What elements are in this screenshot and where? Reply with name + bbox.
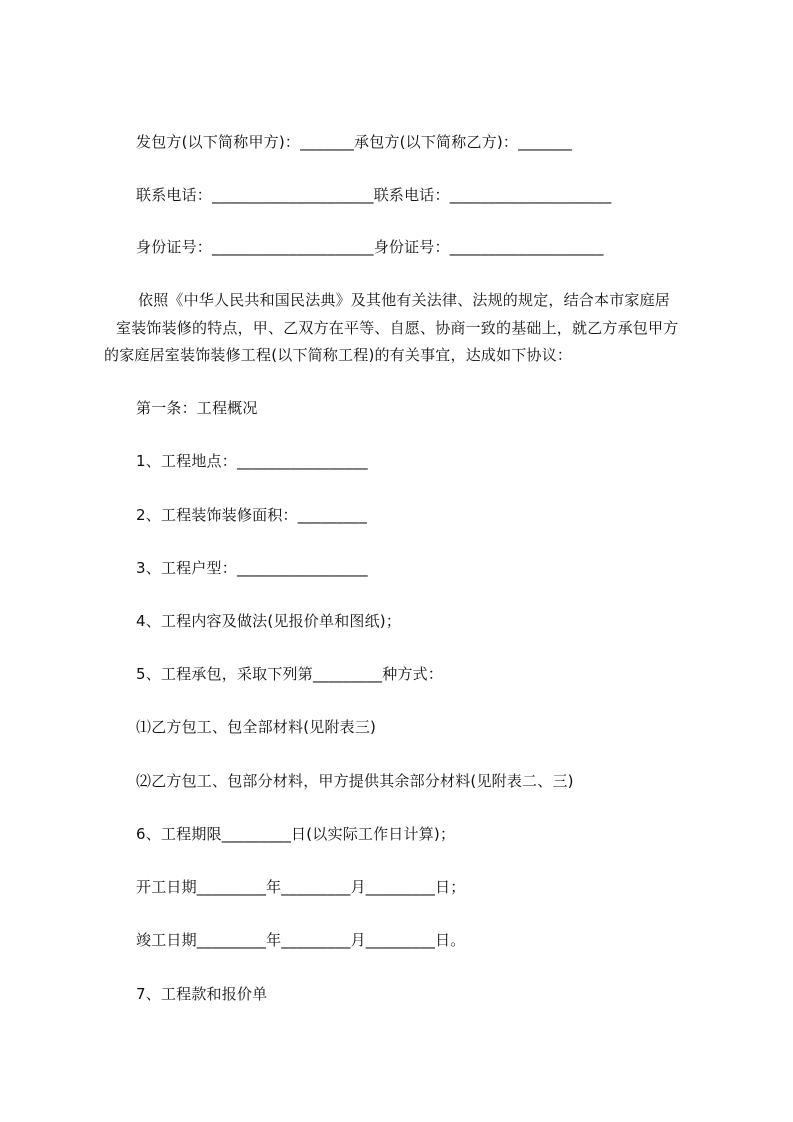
- phones-line: 联系电话：_____________________联系电话：_____________________: [136, 186, 612, 204]
- list-item: ⑵乙方包工、包部分材料，甲方提供其余部分材料(见附表二、三): [136, 772, 574, 790]
- list-item: 3、工程户型：_________________: [136, 559, 368, 577]
- list-item: 7、工程款和报价单: [136, 985, 268, 1003]
- list-item: 5、工程承包，采取下列第_________种方式：: [136, 665, 444, 683]
- preamble-line-2: 室装饰装修的特点，甲、乙双方在平等、自愿、协商一致的基础上，就乙方承包甲方: [116, 319, 679, 337]
- list-item: 4、工程内容及做法(见报价单和图纸)；: [136, 612, 402, 630]
- list-item: 2、工程装饰装修面积：_________: [136, 506, 368, 524]
- id-numbers-line: 身份证号：_____________________身份证号：____________________: [136, 238, 604, 256]
- start-date-line: 开工日期_________年_________月_________日；: [136, 878, 466, 896]
- preamble-line-1: 依照《中华人民共和国民法典》及其他有关法律、法规的规定，结合本市家庭居: [138, 291, 671, 309]
- parties-line: 发包方(以下简称甲方)：_______承包方(以下简称乙方)：_______: [136, 133, 573, 151]
- list-item: ⑴乙方包工、包全部材料(见附表三): [136, 718, 377, 736]
- list-item: 6、工程期限_________日(以实际工作日计算)；: [136, 825, 456, 843]
- list-item: 1、工程地点：_________________: [136, 452, 368, 470]
- completion-date-line: 竣工日期_________年_________月_________日。: [136, 931, 466, 949]
- article-1-heading: 第一条：工程概况: [136, 399, 258, 417]
- preamble-line-3: 的家庭居室装饰装修工程(以下简称工程)的有关事宜，达成如下协议：: [104, 346, 573, 364]
